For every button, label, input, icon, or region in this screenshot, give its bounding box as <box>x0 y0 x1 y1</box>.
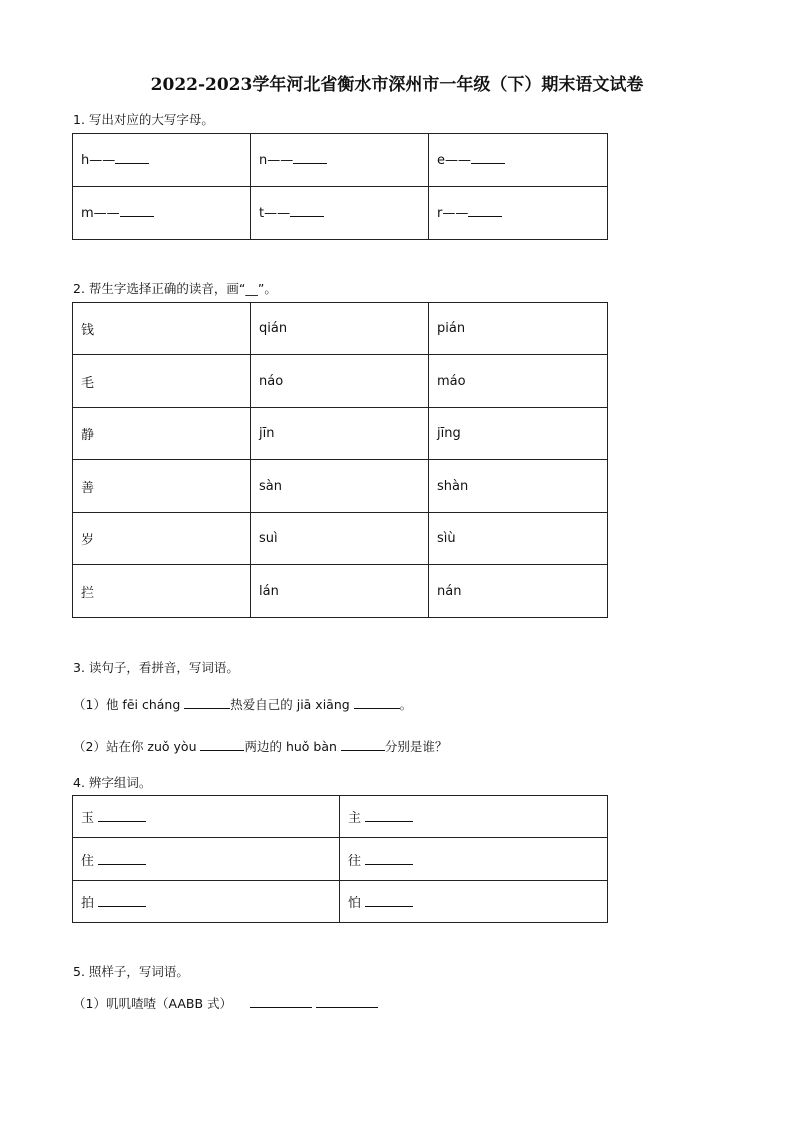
table-row <box>73 303 608 355</box>
question-1-prompt: 1. 写出对应的大写字母。 <box>73 112 214 127</box>
character-cell: 善 <box>73 460 251 513</box>
answer-blank[interactable] <box>98 820 146 822</box>
pinyin-option[interactable]: jīng <box>429 408 608 460</box>
character-label: 往 <box>348 853 362 869</box>
cell-text: h—— <box>81 152 116 168</box>
answer-blank[interactable] <box>471 162 505 164</box>
character-cell: 钱 <box>73 303 251 355</box>
table-row <box>73 460 608 513</box>
question-4-prompt: 4. 辨字组词。 <box>73 775 152 790</box>
character-cell: 毛 <box>73 355 251 408</box>
character-cell: 静 <box>73 408 251 460</box>
character-label: 主 <box>348 811 362 826</box>
answer-blank[interactable] <box>120 215 154 217</box>
question-3-sentence-1 <box>73 695 412 713</box>
table-row <box>73 187 608 240</box>
sentence-text: 分别是谁？ <box>384 739 448 754</box>
question-5-item-1 <box>73 994 378 1012</box>
table-cell <box>340 838 608 881</box>
table-row <box>73 796 608 838</box>
sentence-text: （1）叽叽喳喳（AABB 式） <box>73 996 233 1011</box>
answer-blank[interactable] <box>98 905 146 907</box>
pinyin-option[interactable]: qián <box>251 303 429 355</box>
pinyin-option[interactable]: suì <box>251 513 429 565</box>
pinyin-option[interactable]: pián <box>429 303 608 355</box>
answer-blank[interactable] <box>115 162 149 164</box>
character-label: 住 <box>81 853 95 869</box>
table-cell <box>251 187 429 240</box>
pinyin-option[interactable]: jīn <box>251 408 429 460</box>
pinyin-option[interactable]: nán <box>429 565 608 618</box>
pinyin-option[interactable]: shàn <box>429 460 608 513</box>
table-cell <box>73 881 340 923</box>
pinyin-option[interactable]: sìù <box>429 513 608 565</box>
pinyin-option[interactable]: lán <box>251 565 429 618</box>
table-row <box>73 408 608 460</box>
answer-blank[interactable] <box>341 749 385 751</box>
table-cell <box>73 134 251 187</box>
table-cell <box>251 134 429 187</box>
answer-blank[interactable] <box>200 749 244 751</box>
table-row <box>73 134 608 187</box>
question-1-table <box>72 133 608 240</box>
table-row <box>73 513 608 565</box>
question-5-prompt: 5. 照样子，写词语。 <box>73 964 189 979</box>
cell-text: m—— <box>81 205 120 221</box>
sentence-text: （2）站在你 zuǒ yòu <box>73 739 201 754</box>
sentence-text: 两边的 huǒ bàn <box>244 739 341 754</box>
table-cell <box>73 187 251 240</box>
answer-blank[interactable] <box>184 707 230 709</box>
cell-text: r—— <box>437 205 469 221</box>
table-cell <box>429 187 608 240</box>
table-cell <box>73 838 340 881</box>
sentence-text: 热爱自己的 jiā xiāng <box>230 697 354 712</box>
question-4-table <box>72 795 608 923</box>
table-row <box>73 355 608 408</box>
pinyin-option[interactable]: náo <box>251 355 429 408</box>
sentence-text: 。 <box>399 697 413 712</box>
table-row <box>73 565 608 618</box>
answer-blank[interactable] <box>293 162 327 164</box>
answer-blank[interactable] <box>365 863 413 865</box>
answer-blank[interactable] <box>316 1006 378 1008</box>
question-2-table <box>72 302 608 618</box>
character-label: 拍 <box>81 896 95 911</box>
table-cell <box>429 134 608 187</box>
character-cell: 岁 <box>73 513 251 565</box>
table-row <box>73 838 608 881</box>
question-3-prompt: 3. 读句子，看拼音，写词语。 <box>73 660 239 675</box>
answer-blank[interactable] <box>98 863 146 865</box>
character-label: 玉 <box>81 811 95 826</box>
sentence-text: （1）他 fēi cháng <box>73 697 185 712</box>
cell-text: n—— <box>259 152 294 168</box>
pinyin-option[interactable]: máo <box>429 355 608 408</box>
cell-text: e—— <box>437 152 471 168</box>
answer-blank[interactable] <box>354 707 400 709</box>
answer-blank[interactable] <box>290 215 324 217</box>
page-title: 2022-2023学年河北省衡水市深州市一年级（下）期末语文试卷 <box>150 75 644 95</box>
character-cell: 拦 <box>73 565 251 618</box>
character-label: 怕 <box>348 896 362 911</box>
answer-blank[interactable] <box>468 215 502 217</box>
answer-blank[interactable] <box>250 1006 312 1008</box>
answer-blank[interactable] <box>365 905 413 907</box>
question-3-sentence-2 <box>73 737 447 755</box>
table-cell <box>73 796 340 838</box>
table-cell <box>340 881 608 923</box>
table-cell <box>340 796 608 838</box>
pinyin-option[interactable]: sàn <box>251 460 429 513</box>
question-2-prompt: 2. 帮生字选择正确的读音，画“__”。 <box>73 281 277 296</box>
table-row <box>73 881 608 923</box>
answer-blank[interactable] <box>365 820 413 822</box>
cell-text: t—— <box>259 205 291 221</box>
